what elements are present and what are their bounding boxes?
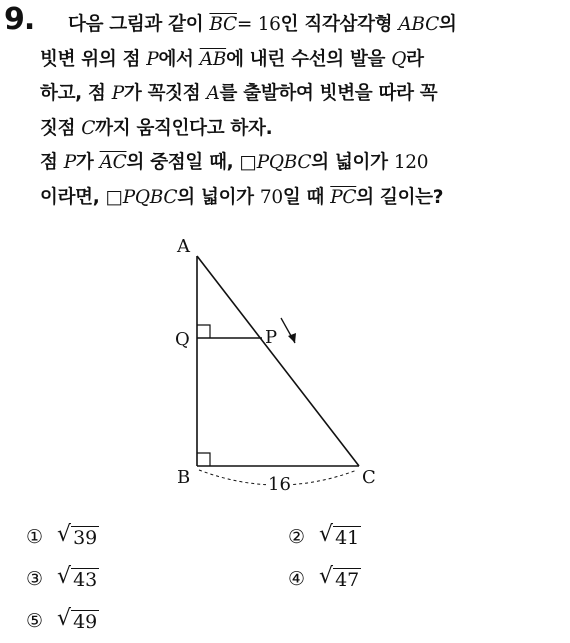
choice-number: ③ [26, 567, 44, 590]
point-p: P [111, 83, 124, 104]
radical-sign: √ [319, 522, 334, 547]
stem-text: 빗변 위의 점 [40, 48, 147, 70]
radical-sign: √ [57, 606, 72, 631]
choice-5[interactable] [26, 608, 99, 633]
label-c: C [362, 467, 376, 488]
stem-text: 의 넓이가 [177, 186, 260, 208]
choice-1[interactable] [26, 524, 99, 549]
square-root [57, 608, 99, 633]
choice-number: ⑤ [26, 609, 44, 632]
quadrilateral-symbol: □ [105, 186, 123, 208]
stem-text: 점 [40, 152, 64, 173]
segment-ac: $\overline{AC}$ [99, 152, 127, 173]
label-p: P [265, 327, 278, 348]
radicand: 43 [73, 569, 98, 591]
choice-3[interactable] [26, 566, 99, 591]
label-q: Q [175, 329, 190, 350]
radical-sign: √ [57, 564, 72, 589]
question-number: 9. [4, 2, 35, 37]
vertex-c: C [81, 117, 96, 139]
stem-text: 까지 움직인다고 하자. [95, 117, 273, 139]
radicand: 49 [73, 611, 98, 633]
area-value: 70 [259, 186, 283, 208]
stem-text: 인 직각삼각형 [280, 14, 399, 35]
stem-text: 가 꼭짓점 [123, 83, 207, 104]
stem-text: 짓점 [40, 117, 82, 139]
point-p: P [63, 152, 76, 173]
stem-text: 이라면, [40, 186, 106, 208]
stem-text: 다음 그림과 같이 [68, 14, 210, 35]
radical-sign: √ [57, 522, 72, 547]
radical-sign: √ [319, 564, 334, 589]
choice-2[interactable] [288, 524, 361, 549]
segment-ab: $\overline{AB}$ [199, 48, 227, 70]
point-q: Q [391, 48, 407, 70]
square-root [57, 524, 99, 549]
stem-text: 라 [406, 48, 424, 70]
square-root [57, 566, 99, 591]
stem-text: 의 넓이가 [311, 152, 394, 173]
stem-text: 의 길이는? [356, 186, 444, 208]
segment-pc: $\overline{PC}$ [330, 186, 357, 208]
vertex-a: A [206, 83, 220, 104]
choice-number: ① [26, 525, 44, 548]
stem-text: 하고, 점 [40, 83, 112, 104]
stem-text: 의 [438, 14, 457, 35]
choice-4[interactable] [288, 566, 361, 591]
quadrilateral-name: PQBC [122, 186, 178, 208]
radicand: 47 [335, 569, 360, 591]
radicand: 41 [335, 527, 360, 549]
label-b: B [177, 467, 191, 488]
label-base-length: 16 [268, 474, 291, 495]
stem-text: 를 출발하여 빗변을 따라 꼭 [219, 83, 438, 104]
point-p: P [146, 48, 159, 70]
radicand: 39 [73, 527, 98, 549]
area-value: 120 [393, 152, 429, 173]
quadrilateral-name: PQBC [256, 152, 312, 173]
label-a: A [177, 236, 190, 257]
length-value: = 16 [236, 14, 281, 35]
stem-text: 의 중점일 때, [126, 152, 240, 173]
stem-text: 가 [75, 152, 100, 173]
choice-number: ④ [288, 567, 306, 590]
square-root [319, 566, 361, 591]
quadrilateral-symbol: □ [239, 152, 257, 173]
stem-text: 에서 [158, 48, 200, 70]
triangle-name: ABC [398, 14, 439, 35]
stem-text: 에 내린 수선의 발을 [226, 48, 392, 70]
square-root [319, 524, 361, 549]
choice-number: ② [288, 525, 306, 548]
segment-bc: $\overline{BC}$ [209, 14, 237, 35]
stem-text: 일 때 [282, 186, 331, 208]
